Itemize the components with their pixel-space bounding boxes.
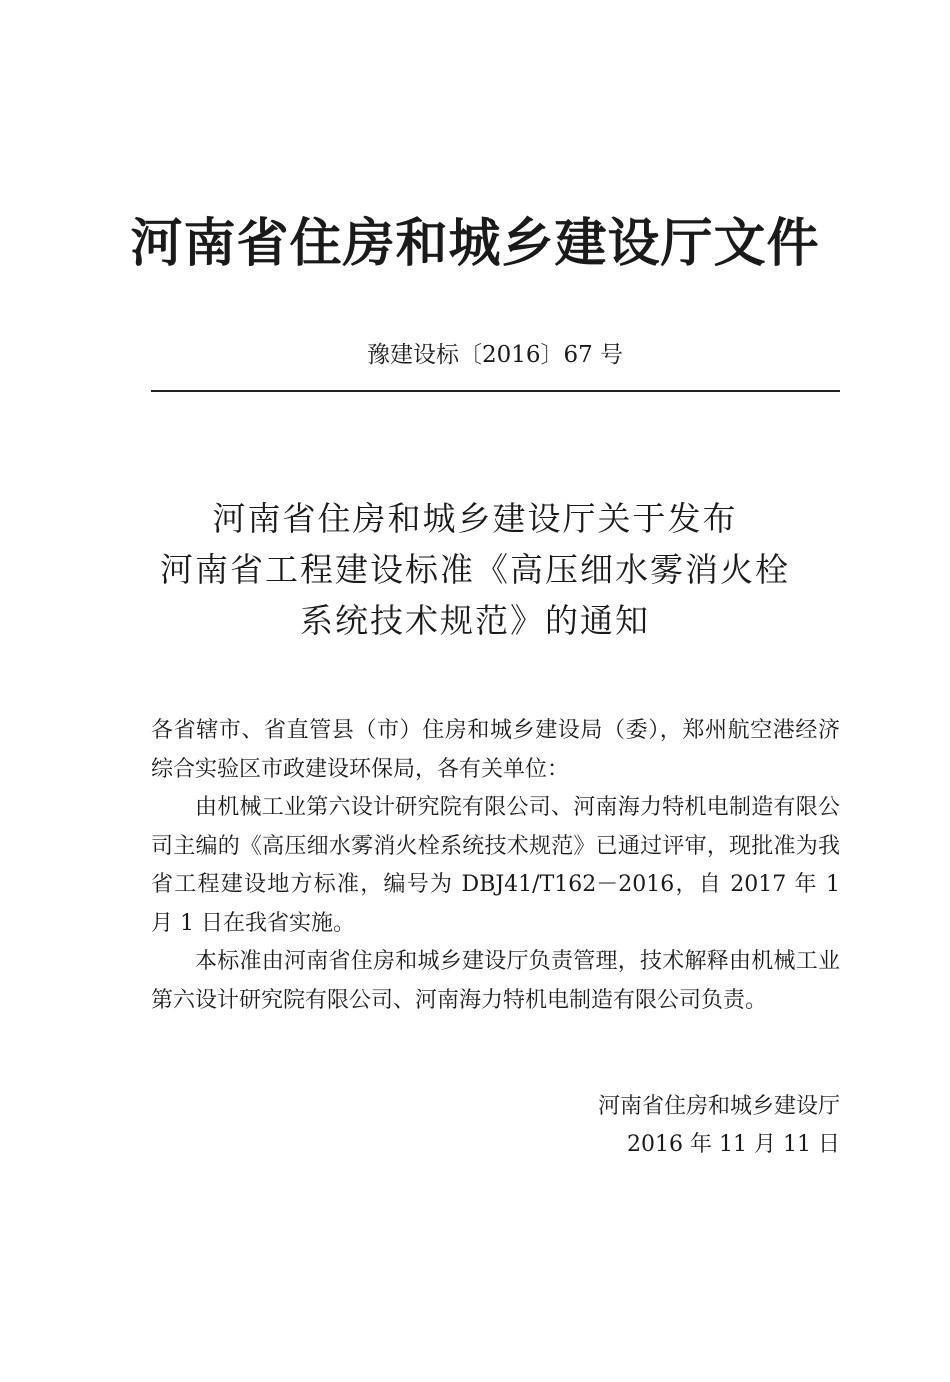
notice-body <box>151 712 840 1020</box>
title-line-2: 河南省工程建设标准《高压细水雾消火栓 <box>160 550 790 589</box>
notice-title <box>0 493 950 646</box>
issuer-header: 河南省住房和城乡建设厅文件 <box>130 213 820 274</box>
header-divider <box>151 390 840 392</box>
title-line-3: 系统技术规范》的通知 <box>300 601 650 640</box>
title-line-1: 河南省住房和城乡建设厅关于发布 <box>212 499 738 538</box>
body-paragraph-2: 本标准由河南省住房和城乡建设厅负责管理，技术解释由机械工业第六设计研究院有限公司、河南海力特机电制造有限公司负责。 <box>151 949 840 1013</box>
addressee: 各省辖市、省直管县（市）住房和城乡建设局（委），郑州航空港经济综合实验区市政建设环保局，各有关单位： <box>151 718 840 782</box>
signature-date: 2016 年 11 月 11 日 <box>627 1132 840 1157</box>
body-paragraph-1: 由机械工业第六设计研究院有限公司、河南海力特机电制造有限公司主编的《高压细水雾消火栓系统技术规范》已通过评审，现批准为我省工程建设地方标准，编号为 DBJ41/T162－2016，自 2017 年 1 月 1 日在我省实施。 <box>151 795 840 936</box>
document-number: 豫建设标〔2016〕67 号 <box>366 342 624 368</box>
signature-issuer: 河南省住房和城乡建设厅 <box>597 1094 840 1119</box>
signature-block <box>598 1088 840 1164</box>
